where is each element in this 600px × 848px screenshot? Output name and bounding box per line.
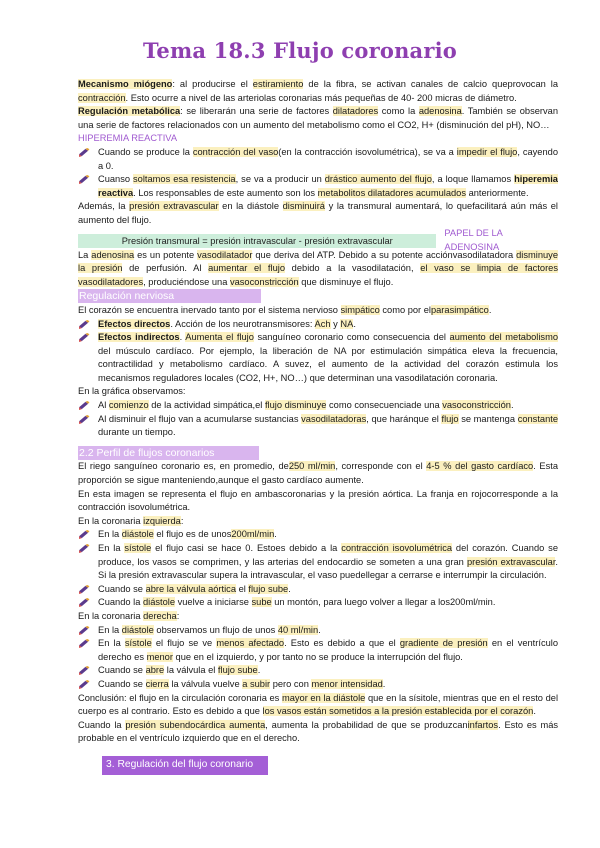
paragraph-riego: El riego sanguíneo coronario es, en promedio, de250 ml/min, corresponde con el 4-5 % del gasto cardíaco. Esta proporción se sigue manteniendo,aunque el gasto cardíaco aumente. xyxy=(78,461,558,486)
pen-hand-icon xyxy=(79,333,90,342)
paragraph-regulacion-metabolica: Regulación metabólica: se liberarán una serie de factores dilatadores como la adenosina. También se observan una serie de factores relacionados con un aumento del metabolismo como el CO2, H+ (disminución del pH), NO… xyxy=(78,106,559,130)
paragraph-cuando: Cuando la presión subendocárdica aumenta, aumenta la probabilidad de que se produzcaninfartos. Esto es más probable en el ventrículo izquierdo que en el derecho. xyxy=(78,719,559,744)
pen-hand-icon xyxy=(79,401,90,410)
bullet-item: En la sístole el flujo casi se hace 0. Estoes debido a la contracción isovolumétrica del corazón. Cuando se produce, los vasos se comprimen, y las arterias del endocardio se someten a una gran presión extravascular. Si la presión extravascular supera la intravascular, el vaso puedellegar a cerrarse e interrumpir la circulación. xyxy=(78,542,558,583)
equation-row xyxy=(78,228,558,253)
bullet-item: En la sístole el flujo se ve menos afectado. Esto es debido a que el gradiente de presión en el ventrículo derecho es menor que en el izquierdo, y por tanto no se produce la interrupción del flujo. xyxy=(78,637,558,664)
pen-hand-icon xyxy=(79,530,90,539)
pen-hand-icon xyxy=(79,320,90,329)
heading-perfil-flujos: 2.2 Perfil de flujos coronarios xyxy=(78,446,259,460)
bullet-item: En la diástole el flujo es de unos200ml/min. xyxy=(78,528,558,542)
bullet-item: Cuando se produce la contracción del vaso(en la contracción isovolumétrica), se va a impedir el flujo, cayendo a 0. xyxy=(78,146,558,173)
paragraph-corazon: El corazón se encuentra inervado tanto por el sistema nervioso simpático como por elparasimpático. xyxy=(78,304,492,315)
bullet-item: Cuando se abre la válvula aórtica el flujo sube. xyxy=(78,583,558,597)
heading-regulacion-flujo: 3. Regulación del flujo coronario xyxy=(102,756,268,775)
paragraph-adenosina: La adenosina es un potente vasodilatador que deriva del ATP. Debido a su potente acciónvasodilatadora disminuye la presión de perfusión. Al aumentar el flujo debido a la vasodilatación, el vaso se limpia de factores vasodilatadores, produciéndose una vasoconstricción que disminuye el flujo. xyxy=(78,249,558,287)
pen-hand-icon xyxy=(79,666,90,675)
bullet-item: Efectos directos. Acción de los neurotransmisores: Ach y NA. xyxy=(78,318,558,332)
section-label-hiperemia: HIPEREMIA REACTIVA xyxy=(78,133,178,144)
paragraph-ademas: Además, la presión extravascular en la diástole disminuirá y la transmural aumentará, lo quefacilitará aún más el aumento del flujo. xyxy=(78,201,558,225)
paragraph-conclusion: Conclusión: el flujo en la circulación coronaria es mayor en la diástole que en la sísitole, mientras que en el resto del cuerpo es al contrario. Esto es debido a que los vasos están sometidos a la presión establecida por el corazón. xyxy=(78,692,559,717)
paragraph-grafica: En la gráfica observamos: xyxy=(78,386,186,397)
pen-hand-icon xyxy=(79,639,90,648)
pen-hand-icon xyxy=(79,680,90,689)
section-label-adenosina: PAPEL DE LA ADENOSINA xyxy=(444,228,503,253)
bullet-item: Efectos indirectos. Aumenta el flujo sanguíneo coronario como consecuencia del aumento del metabolismo del músculo cardíaco. Por ejemplo, la liberación de NA por estimulación simpática eleva la frecuencia, contractilidad y metabolismo cardíaco. A suvez, el aumento de la actividad del corazón estimula los mecanismos reguladores locales (CO2, H+, NO…) que determinan una vasodilatación coronaria. xyxy=(78,331,558,385)
pen-hand-icon xyxy=(79,626,90,635)
pen-hand-icon xyxy=(79,415,90,424)
paragraph-coronaria-derecha: En la coronaria derecha: xyxy=(78,610,180,621)
paragraph-coronaria-izquierda: En la coronaria izquierda: xyxy=(78,515,184,526)
bullet-item: Al disminuir el flujo van a acumularse sustancias vasodilatadoras, que haránque el flujo se mantenga constante durante un tiempo. xyxy=(78,413,558,440)
bullet-item: Cuando se cierra la válvula vuelve a subir pero con menor intensidad. xyxy=(78,678,558,692)
equation-box: Presión transmural = presión intravascular - presión extravascular xyxy=(78,234,436,248)
bullet-item: Al comienzo de la actividad simpática,el flujo disminuye como consecuenciade una vasoconstricción. xyxy=(78,399,558,413)
heading-regulacion-nerviosa: Regulación nerviosa xyxy=(78,289,261,303)
document-body xyxy=(78,78,558,775)
paragraph-mecanismo-miogeno: Mecanismo miógeno: al producirse el estiramiento de la fibra, se activan canales de calcio queprovocan la contracción. Esto ocurre a nivel de las arteriolas coronarias más pequeñas de 40- 200 micras de diámetro. xyxy=(78,79,559,103)
bullet-item: Cuanso soltamos esa resistencia, se va a producir un drástico aumento del flujo, a loque llamamos hiperemia reactiva. Los responsables de este aumento son los metabolitos dilatadores acumulados anteriormente. xyxy=(78,173,558,200)
bullet-item: En la diástole observamos un flujo de unos 40 ml/min. xyxy=(78,624,558,638)
paragraph-imagen: En esta imagen se representa el flujo en ambascoronarias y la presión aórtica. La franja en rojocorresponde a la contracción isovolumétrica. xyxy=(78,488,558,513)
pen-hand-icon xyxy=(79,175,90,184)
pen-hand-icon xyxy=(79,544,90,553)
bullet-item: Cuando se abre la válvula el flujo sube. xyxy=(78,664,558,678)
pen-hand-icon xyxy=(79,585,90,594)
bullet-item: Cuando la diástole vuelve a iniciarse sube un montón, para luego volver a llegar a los200ml/min. xyxy=(78,596,558,610)
pen-hand-icon xyxy=(79,598,90,607)
page-title: Tema 18.3 Flujo coronario xyxy=(142,38,458,63)
pen-hand-icon xyxy=(79,148,90,157)
